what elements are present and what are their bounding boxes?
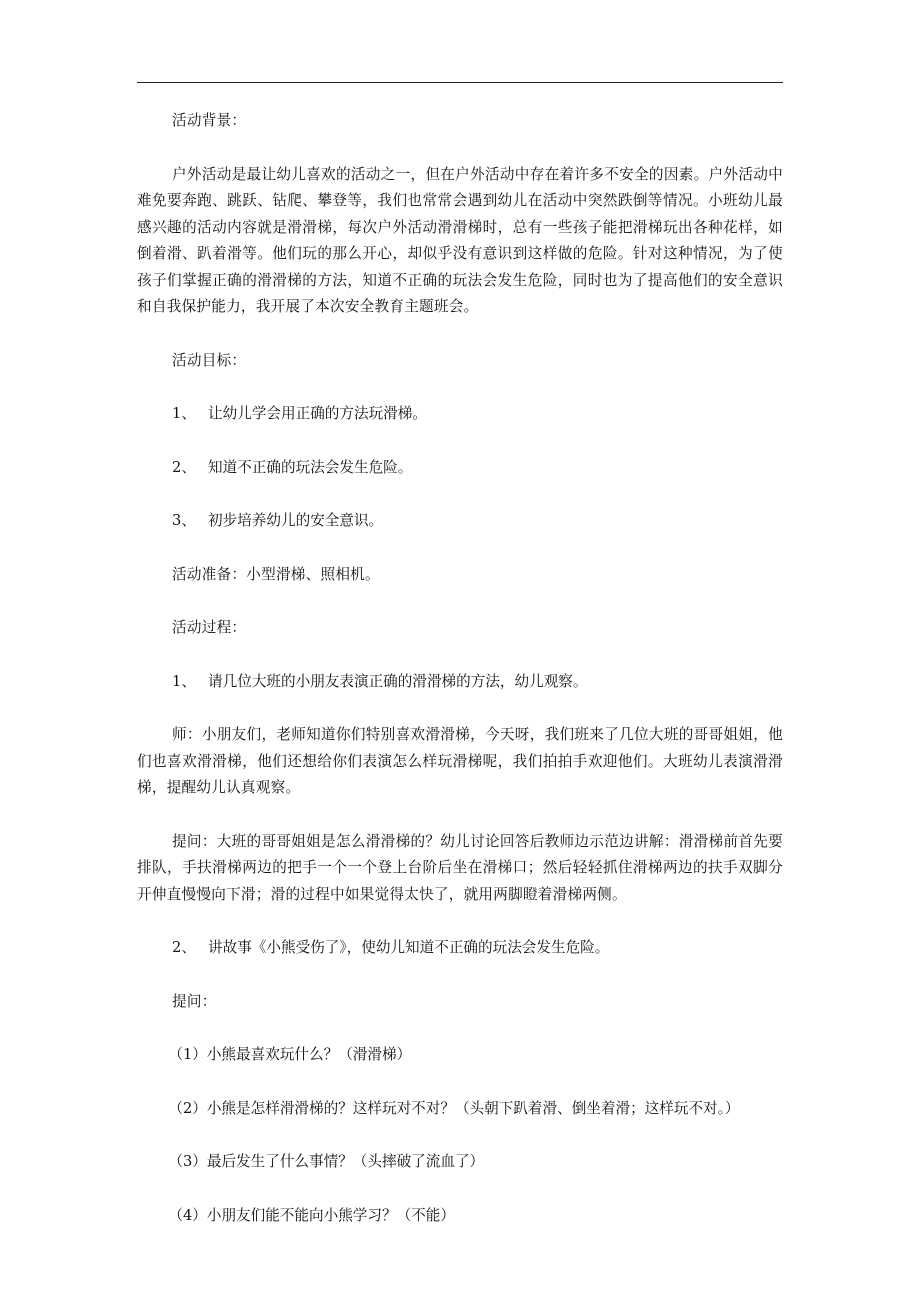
questions-heading: 提问：: [172, 992, 217, 1010]
step-text: 讲故事《小熊受伤了》，使幼儿知道不正确的玩法会发生危险。: [208, 939, 610, 956]
question-item: （2）小熊是怎样滑滑梯的？这样玩对不对？（头朝下趴着滑、倒坐着滑；这样玩不对。）: [168, 1099, 740, 1117]
question-paragraph: 提问：大班的哥哥姐姐是怎么滑滑梯的？幼儿讨论回答后教师边示范边讲解：滑滑梯前首先要排队，手扶滑梯两边的把手一个一个登上台阶后坐在滑梯口；然后轻轻抓住滑梯两边的扶手双脚分开伸直慢慢向下滑；滑的过程中如果觉得太快了，就用两脚瞪着滑梯两侧。: [137, 832, 783, 903]
step-number: 1、: [172, 672, 196, 690]
goal-item: [137, 508, 783, 535]
goal-number: 3、: [172, 512, 196, 529]
goal-item: [137, 455, 783, 482]
teacher-paragraph: 师：小朋友们，老师知道你们特别喜欢滑滑梯，今天呀，我们班来了几位大班的哥哥姐姐，他们也喜欢滑滑梯，他们还想给你们表演怎么样玩滑梯呢，我们拍拍手欢迎他们。大班幼儿表演滑滑梯，提醒幼儿认真观察。: [137, 726, 783, 796]
question-item: （1）小熊最喜欢玩什么？（滑滑梯）: [168, 1046, 412, 1063]
goals-heading: 活动目标：: [172, 351, 247, 369]
goal-text: 让幼儿学会用正确的方法玩滑梯。: [208, 405, 427, 422]
question-item: （4）小朋友们能不能向小熊学习？（不能）: [168, 1206, 455, 1224]
preparation-line: 活动准备：小型滑梯、照相机。: [172, 565, 380, 583]
document-body: [137, 108, 783, 1256]
step-text: 请几位大班的小朋友表演正确的滑滑梯的方法，幼儿观察。: [208, 672, 588, 690]
goal-text: 初步培养幼儿的安全意识。: [208, 512, 384, 529]
step-number: 2、: [172, 939, 196, 956]
header-divider: [137, 82, 783, 83]
background-heading: 活动背景：: [172, 112, 247, 129]
goal-number: 1、: [172, 405, 196, 422]
process-heading: 活动过程：: [172, 619, 247, 636]
goal-number: 2、: [172, 458, 196, 476]
process-step: [137, 935, 783, 962]
background-paragraph: 户外活动是最让幼儿喜欢的活动之一，但在户外活动中存在着许多不安全的因素。户外活动中难免要奔跑、跳跃、钻爬、攀登等，我们也常常会遇到幼儿在活动中突然跌倒等情况。小班幼儿最感兴趣的活动内容就是滑滑梯，每次户外活动滑滑梯时，总有一些孩子能把滑梯玩出各种花样，如倒着滑、趴着滑等。他们玩的那么开心，却似乎没有意识到这样做的危险。针对这种情况，为了使孩子们掌握正确的滑滑梯的方法，知道不正确的玩法会发生危险，同时也为了提高他们的安全意识和自我保护能力，我开展了本次安全教育主题班会。: [137, 165, 783, 315]
process-step: [137, 669, 783, 696]
question-item: （3）最后发生了什么事情？（头摔破了流血了）: [168, 1153, 485, 1170]
goal-text: 知道不正确的玩法会发生危险。: [208, 458, 413, 476]
goal-item: [137, 401, 783, 428]
